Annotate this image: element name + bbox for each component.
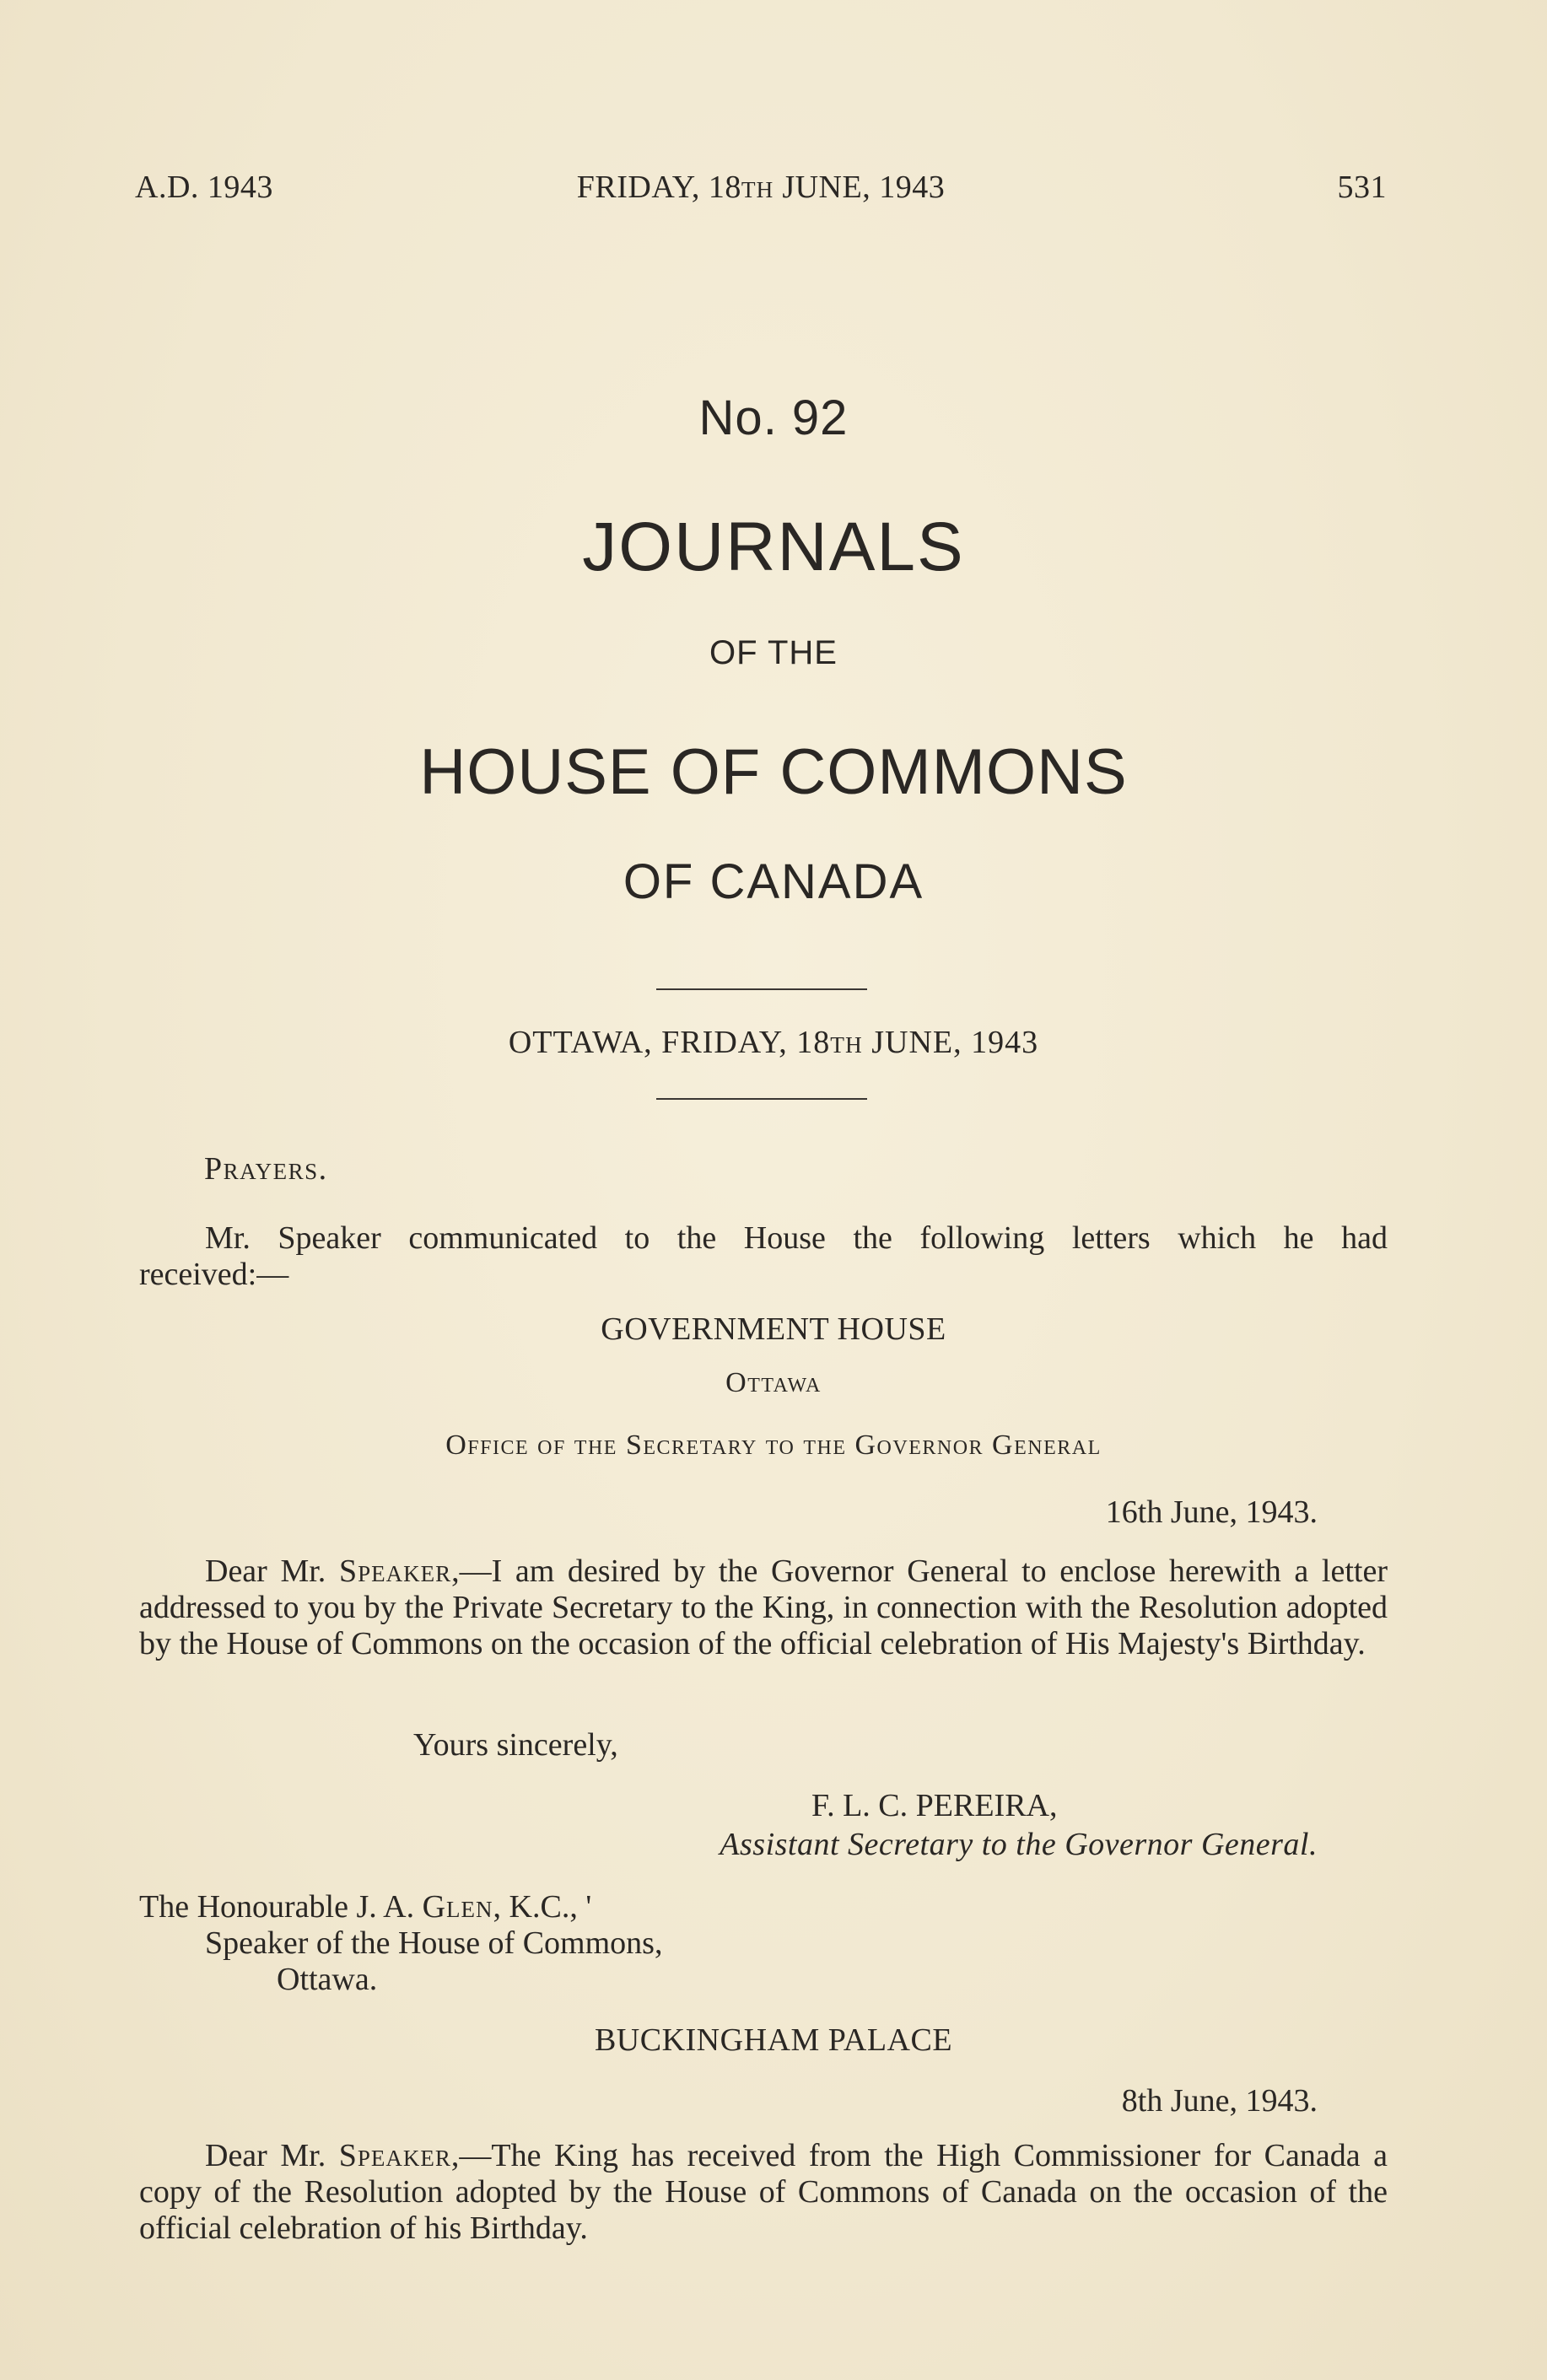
- letter1-addressee-line3: Ottawa.: [277, 1962, 378, 1997]
- letter1-date: 16th June, 1943.: [1105, 1494, 1318, 1530]
- letter2-salutation-name: Speaker: [338, 2138, 451, 2173]
- letter1-addressee-suffix: , K.C., ': [493, 1889, 592, 1925]
- dateline-day: OTTAWA, FRIDAY, 18: [508, 1025, 831, 1060]
- letter1-place: Ottawa: [725, 1367, 822, 1398]
- running-head: [135, 169, 1387, 219]
- letter1-closing: Yours sincerely,: [413, 1727, 618, 1763]
- running-head-date-day: FRIDAY, 18: [576, 170, 741, 205]
- letter1-salutation: Dear Mr.: [205, 1553, 339, 1589]
- letter1-signer-title: Assistant Secretary to the Governor General.: [720, 1827, 1318, 1862]
- letter2-heading: BUCKINGHAM PALACE: [594, 2022, 953, 2058]
- divider-rule-top: [656, 988, 867, 990]
- divider-rule-bottom: [656, 1098, 867, 1100]
- letter1-addressee-prefix: The Honourable J. A.: [139, 1889, 423, 1925]
- running-head-date-ordinal: TH: [741, 177, 774, 202]
- letter1-heading: GOVERNMENT HOUSE: [601, 1311, 946, 1347]
- running-head-date-month: JUNE, 1943: [774, 170, 946, 205]
- letter1-salutation-name: Speaker: [338, 1553, 452, 1589]
- house-of-commons-title: HOUSE OF COMMONS: [419, 736, 1128, 808]
- issue-number: No. 92: [698, 390, 849, 445]
- letter1-signer-name: F. L. C. PEREIRA,: [811, 1788, 1058, 1823]
- letter1-addressee: [139, 1889, 591, 1925]
- running-head-year: A.D. 1943: [135, 170, 273, 205]
- of-canada-subtitle: OF CANADA: [623, 854, 924, 909]
- letter1-addressee-name: Glen: [422, 1889, 493, 1925]
- of-the-subtitle: OF THE: [709, 634, 838, 671]
- letter1-body: [139, 1553, 1388, 1662]
- letter2-salutation: Dear Mr.: [205, 2138, 339, 2173]
- letter2-date: 8th June, 1943.: [1121, 2083, 1318, 2119]
- letter1-body-text: ,—I am desired by the Governor General to enclose herewith a letter addressed to you by the Private Secretary to the King, in connection with the Resolution adopted by the House of Commons on the occasion of the official celebration of His Majesty's Birthday.: [139, 1553, 1388, 1661]
- speaker-communication-paragraph: Mr. Speaker communicated to the House the following letters which he had received:—: [139, 1220, 1388, 1292]
- dateline-month: JUNE, 1943: [862, 1025, 1039, 1060]
- letter2-body-text: ,—The King has received from the High Commissioner for Canada a copy of the Resolution adopted by the House of Commons of Canada on the occasion of the official celebration of his Birthday.: [139, 2138, 1388, 2246]
- dateline-ordinal: TH: [830, 1032, 863, 1058]
- letter2-body: [139, 2138, 1388, 2247]
- prayers-heading: Prayers.: [204, 1151, 328, 1187]
- dateline: [0, 1024, 1547, 1061]
- journals-title: JOURNALS: [582, 509, 965, 585]
- running-head-date: [135, 169, 1387, 206]
- page-number: 531: [1337, 170, 1387, 205]
- letter1-addressee-line2: Speaker of the House of Commons,: [205, 1925, 663, 1961]
- letter1-office: Office of the Secretary to the Governor General: [445, 1430, 1102, 1461]
